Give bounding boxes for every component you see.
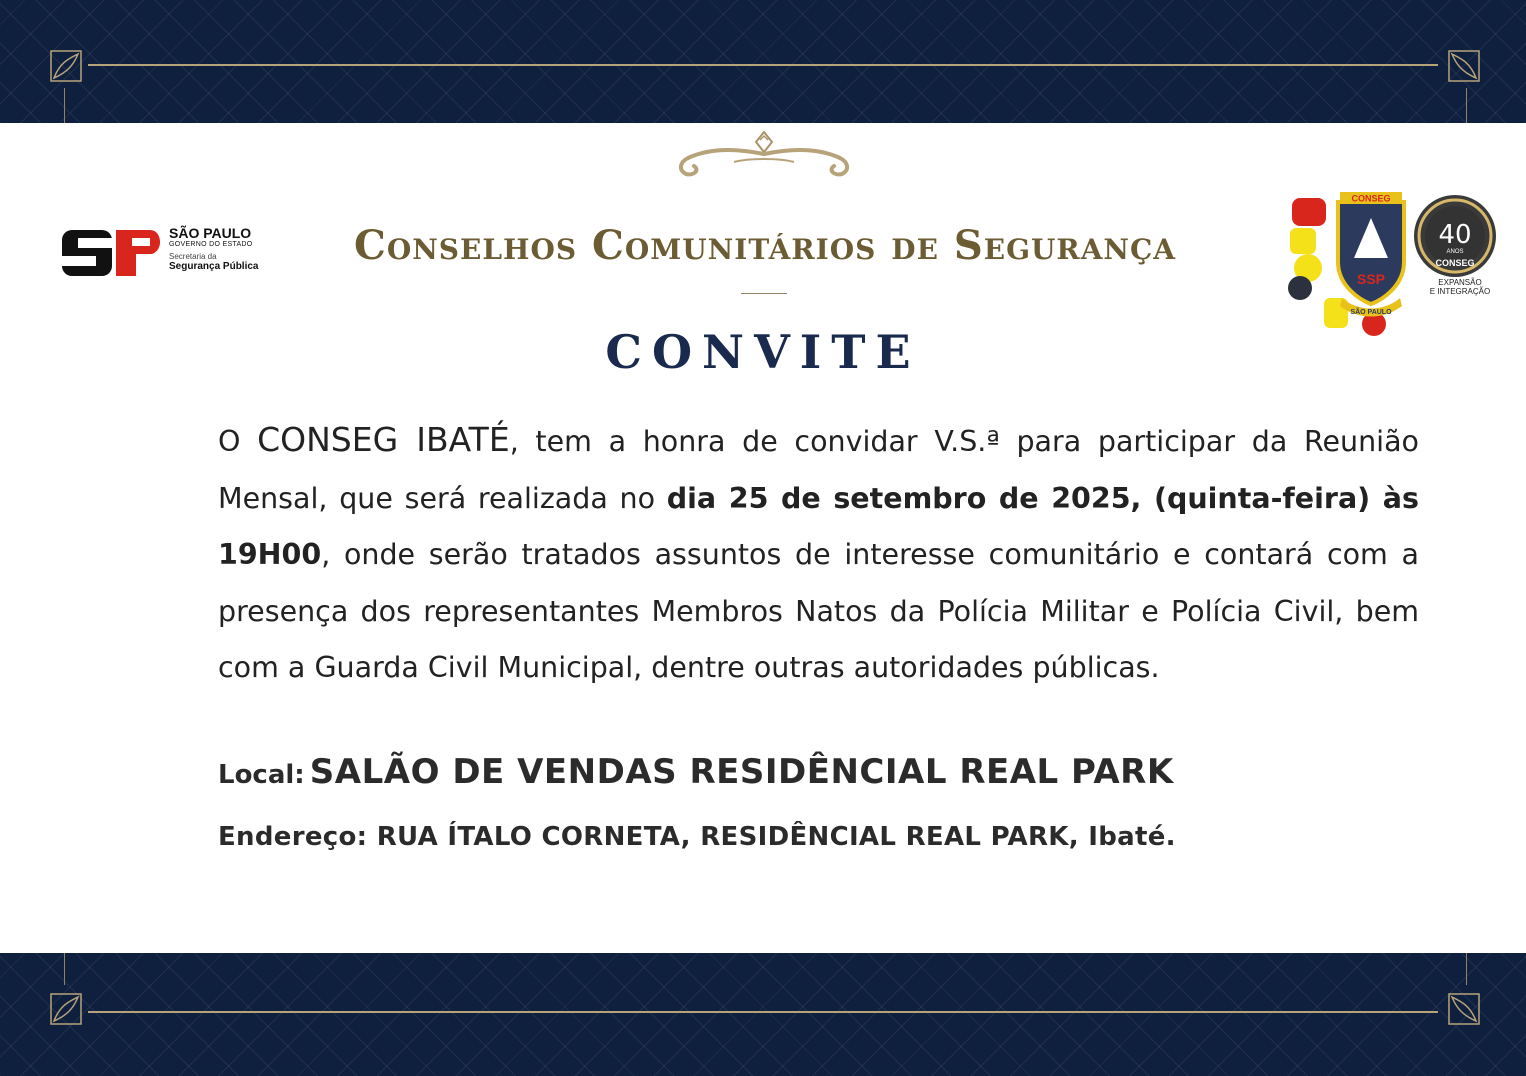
conseg-logo [1284,188,1424,336]
sp-logo-text [169,226,258,272]
location-value: SALÃO DE VENDAS RESIDÊNCIAL REAL PARK [309,752,1174,792]
body-text-part: , onde serão tratados assuntos de interesse comunitário e contará com a presença dos representantes Membros Natos da Polícia Militar e Polícia Civil, bem com a Guarda Civil Municipal, dentre outras autoridades públicas. [218,538,1419,684]
anniversary-caption-line1: EXPANSÃO [1438,278,1482,287]
corner-ornament-icon [48,991,84,1027]
anniversary-badge [1412,193,1498,279]
bottom-right-vline [1466,953,1467,985]
sp-logo-state: SÃO PAULO [169,225,252,241]
corner-ornament-icon [1446,48,1482,84]
top-gold-line [88,64,1438,66]
bottom-border-band [0,953,1526,1076]
flourish-ornament-icon [674,130,854,184]
body-organization: CONSEG IBATÉ [257,420,510,459]
location-row [218,752,1174,792]
sp-logo-government: GOVERNO DO ESTADO [169,241,253,248]
corner-ornament-icon [48,48,84,84]
conseg-logo-top-label: CONSEG [1351,193,1391,204]
sp-logo-secretaria: Secretaria da [169,252,217,261]
bottom-gold-line [88,1011,1438,1013]
top-border-band [0,0,1526,123]
body-intro: O [218,425,258,458]
conseg-logo-bottom-label: SÃO PAULO [1350,309,1392,316]
bottom-left-vline [64,953,65,985]
address-value: RUA ÍTALO CORNETA, RESIDÊNCIAL REAL PARK, Ibaté. [376,822,1176,852]
title-divider [741,293,787,294]
top-left-vline [64,88,65,123]
anniversary-anos: ANOS [1446,249,1464,255]
conseg-logo-letters: SSP [1356,271,1386,287]
body-date-time: dia 25 de setembro de 2025, (quinta-feira) às 19H00 [218,481,1419,571]
address-label: Endereço: [218,822,368,852]
corner-ornament-icon [1446,991,1482,1027]
invitation-heading: CONVITE [605,325,921,379]
invitation-body [218,412,1419,697]
anniversary-brand: CONSEG [1435,258,1475,268]
sp-logo-department: Segurança Pública [169,261,259,272]
top-right-vline [1466,88,1467,123]
anniversary-caption [1418,278,1502,296]
location-label: Local: [218,760,305,790]
anniversary-number: 40 [1438,220,1472,250]
body-text-part: , tem a honra de convidar V.S.ª para participar da Reunião Mensal, que será realizada no [218,425,1419,515]
address-row [218,822,1176,852]
anniversary-caption-line2: E INTEGRAÇÃO [1429,287,1491,296]
page-title: Conselhos Comunitários de Segurança [353,222,1177,269]
